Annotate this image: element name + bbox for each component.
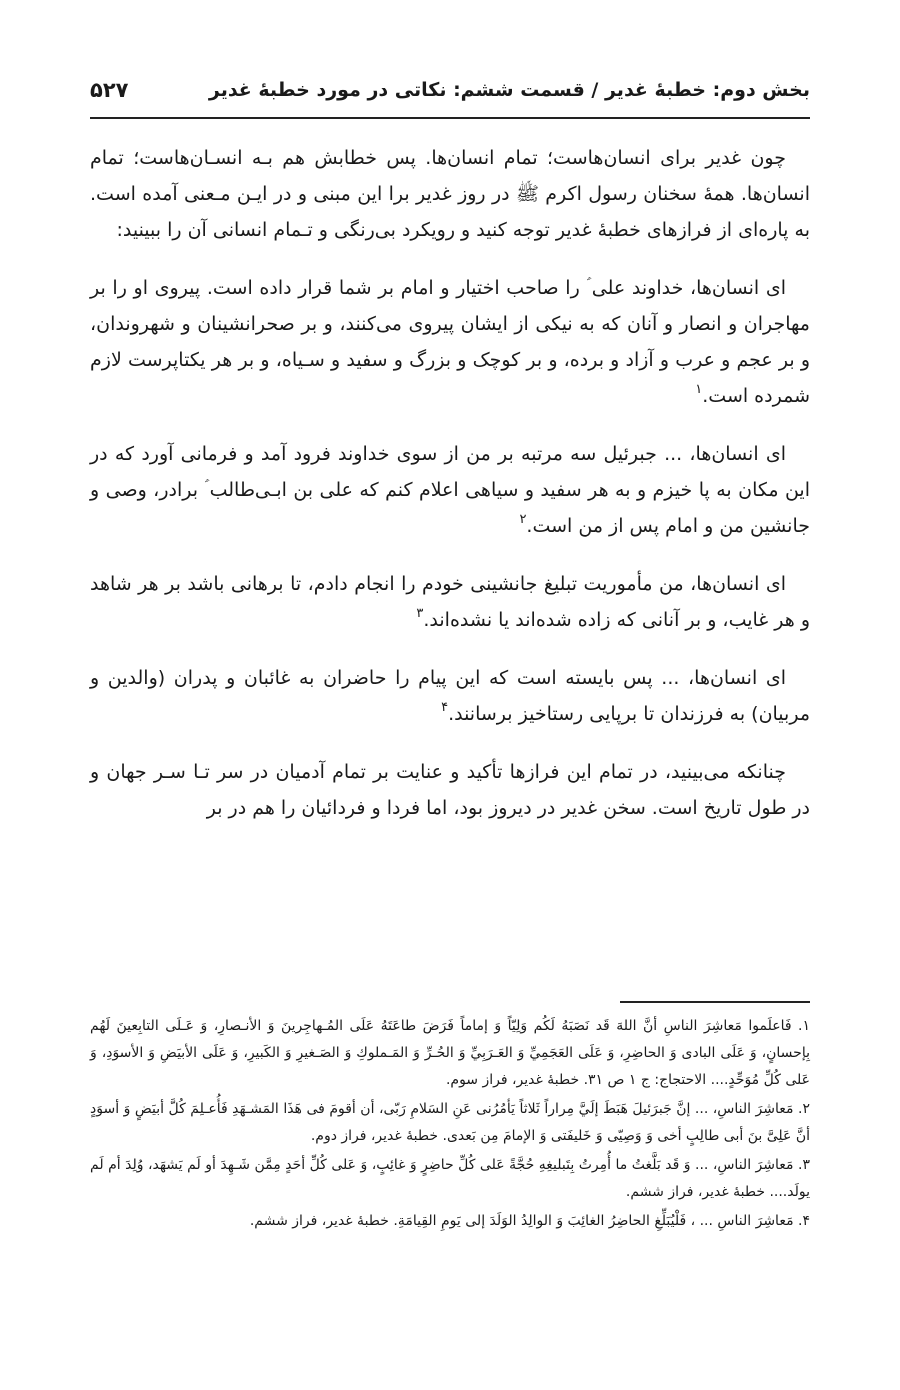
footnote-1: ۱. فَاعلَموا مَعاشِرَ الناسِ أنَّ اللهَ قَد نَصَبَهُ لَكُم وَلِيّاً وَ إماماً فَرَضَ طاعَتَهُ عَلَى المُـهاجِرينَ وَ الأنـصارِ، وَ عَـلَى التابِعينَ لَهُم بِإحسانٍ، وَ عَلَى البادی وَ الحاضِرِ، وَ عَلَى العَجَمِيِّ وَ العَـرَبِيِّ وَ الحُـرِّ وَ المَـملوكِ وَ الصَـغيرِ وَ الكَبيرِ، وَ عَلَى الأبيَضِ وَ الأسوَدِ، وَ عَلى كُلِّ مُوَحِّدٍ.... الاحتجاج: ج ۱ ص ۳۱. خطبهٔ غدیر، فراز سوم. xyxy=(90,1018,810,1088)
page-number: ۵۲۷ xyxy=(90,78,129,102)
paragraph-text: ای انسان‌ها، خداوند علی ؑ را صاحب اختیار و امام بر شما قرار داده است. پیروی او را بر مهاجران و انصار و آنان که به نیکی از ایشان پیروی می‌کنند، و بر صحرانشینان و شهروندان، و بر عجم و عرب و آزاد و برده، و بر کوچک و بزرگ و سفید و سـیاه، و بر هر یکتاپرست لازم شمرده است. xyxy=(90,277,810,407)
running-title: بخش دوم: خطبهٔ غدیر / قسمت ششم: نکاتی در مورد خطبهٔ غدیر xyxy=(208,79,810,101)
paragraph-conclusion xyxy=(90,754,810,826)
paragraph-intro xyxy=(90,140,810,248)
footnote-ref-2[interactable]: ۲ xyxy=(519,512,527,527)
footnotes xyxy=(90,1013,810,1237)
paragraph-quote-2 xyxy=(90,436,810,544)
footnote-ref-4[interactable]: ۴ xyxy=(441,700,449,715)
paragraph-quote-4 xyxy=(90,660,810,732)
paragraph-text: چنانکه می‌بینید، در تمام این فرازها تأکید و عنایت بر تمام آدمیان در سر تـا سـر جهان و در طول تاریخ است. سخن غدیر در دیروز بود، اما فردا و فردائیان را هم در بر xyxy=(90,761,810,819)
header-rule xyxy=(90,117,810,119)
paragraph-quote-1 xyxy=(90,270,810,414)
footnote-ref-1[interactable]: ۱ xyxy=(695,382,703,397)
paragraph-text: ای انسان‌ها، من مأموریت تبلیغ جانشینی خودم را انجام دادم، تا برهانی باشد بر هر شاهد و هر غایب، و بر آنانی که زاده شده‌اند یا نشده‌اند. xyxy=(90,573,810,631)
paragraph-text: چون غدیر برای انسان‌هاست؛ تمام انسان‌ها. پس خطابش هم بـه انسـان‌هاست؛ تمام انسان‌ها. همهٔ سخنان رسول اکرم ﷺ در روز غدیر برا این مبنی و در ایـن مـعنی آمده است. به پاره‌ای از فرازهای خطبهٔ غدیر توجه کنید و رویکرد بی‌رنگی و تـمام انسانی آن را ببینید: xyxy=(90,147,810,241)
footnote-2: ۲. مَعاشِرَ الناسِ، ... إنَّ جَبرَئيلَ هَبَطَ إلَيَّ مِراراً ثَلاثاً يَأمُرُنی عَنِ السَلامِ رَبّی، أن أقومَ فی هَذَا المَشـهَدِ فَأُعـلِمَ كُلَّ أبيَضٍ وَ أسوَدٍ أنَّ عَلِیَّ بنَ أبی طالِبٍ أخی وَ وَصِیّی وَ خَليفَتی وَ الإمامَ مِن بَعدی. خطبهٔ غدیر، فراز دوم. xyxy=(90,1101,810,1144)
page-header xyxy=(90,76,810,104)
footnote-ref-3[interactable]: ۳ xyxy=(416,606,424,621)
paragraph-quote-3 xyxy=(90,566,810,638)
paragraph-text: ای انسان‌ها، ... جبرئیل سه مرتبه بر من از سوی خداوند فرود آمد و فرمانی آورد که در این مکان به پا خیزم و به هر سفید و سیاهی اعلام کنم که علی بن ابـی‌طالب ؑ برادر، وصی و جانشین من و امام پس از من است. xyxy=(90,443,810,537)
footnote-separator xyxy=(620,1001,810,1003)
paragraph-text: ای انسان‌ها، ... پس بایسته است که این پیام را حاضران به غائبان و پدران (والدین و مربیان) به فرزندان تا برپایی رستاخیز برسانند. xyxy=(90,667,810,725)
body-text xyxy=(90,140,810,848)
footnote-4: ۴. مَعاشِرَ الناسِ ... ، فَلْيُبَلِّغِ الحاضِرُ الغائِبَ وَ الوالِدُ الوَلَدَ إلى يَومِ القِيامَةِ. خطبهٔ غدیر، فراز ششم. xyxy=(249,1213,810,1229)
footnote-3: ۳. مَعاشِرَ الناسِ، ... وَ قَد بَلَّغتُ ما أُمِرتُ بِتَبليغِهِ حُجَّةً عَلى كُلِّ حاضِرٍ وَ غائِبٍ، وَ عَلى كُلِّ أحَدٍ مِمَّن شَـهِدَ أو لَم يَشهَد، وُلِدَ أم لَم يولَد.... خطبهٔ غدیر، فراز ششم. xyxy=(90,1157,810,1200)
